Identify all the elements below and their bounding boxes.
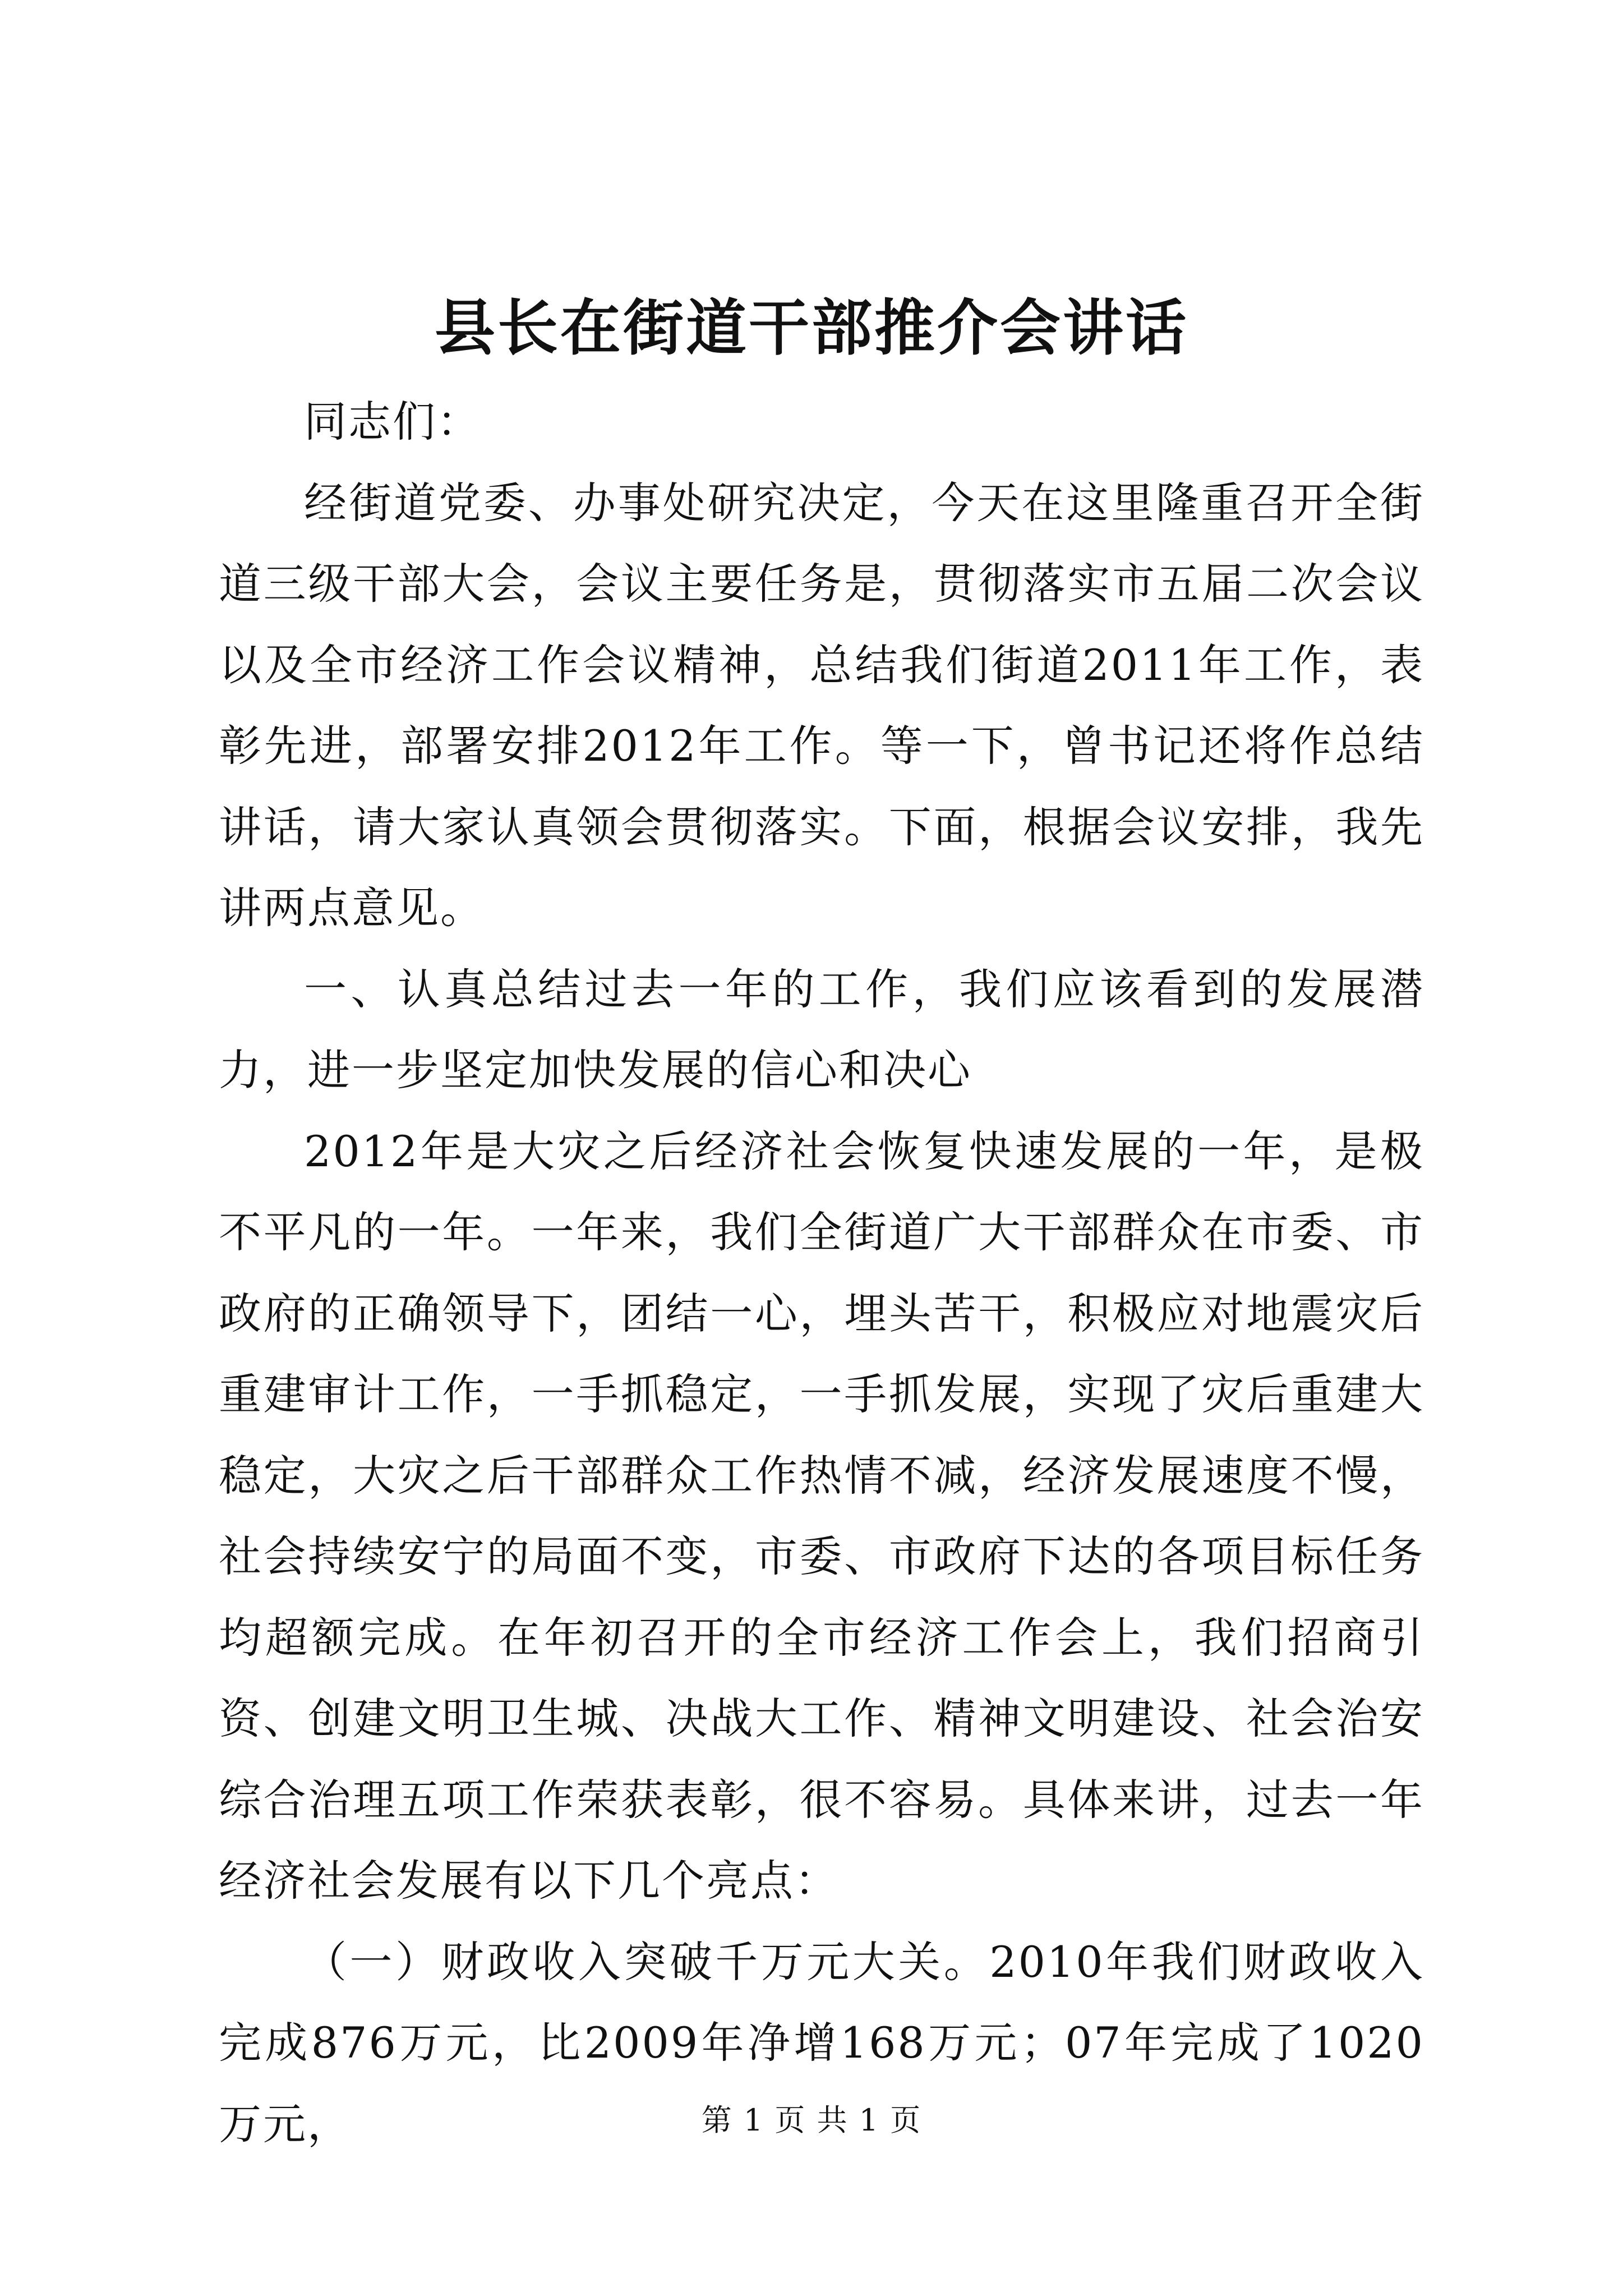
- review-paragraph: 2012年是大灾之后经济社会恢复快速发展的一年，是极不平凡的一年。一年来，我们全街道广大干部群众在市委、市政府的正确领导下，团结一心，埋头苦干，积极应对地震灾后重建审计工作，一手抓稳定，一手抓发展，实现了灾后重建大稳定，大灾之后干部群众工作热情不减，经济发展速度不慢，社会持续安宁的局面不变，市委、市政府下达的各项目标任务均超额完成。在年初召开的全市经济工作会上，我们招商引资、创建文明卫生城、决战大工作、精神文明建设、社会治安综合治理五项工作荣获表彰，很不容易。具体来讲，过去一年经济社会发展有以下几个亮点：: [219, 1126, 1424, 1906]
- section-heading-paragraph: 一、认真总结过去一年的工作，我们应该看到的发展潜力，进一步坚定加快发展的信心和决心: [219, 964, 1424, 1095]
- intro-paragraph: 经街道党委、办事处研究决定，今天在这里隆重召开全街道三级干部大会，会议主要任务是，贯彻落实市五届二次会议以及全市经济工作会议精神，总结我们街道2011年工作，表彰先进，部署安排2012年工作。等一下，曾书记还将作总结讲话，请大家认真领会贯彻落实。下面，根据会议安排，我先讲两点意见。: [219, 477, 1424, 933]
- document-body: [219, 381, 1424, 2165]
- page-footer: 第 1 页 共 1 页: [701, 2102, 922, 2138]
- finance-paragraph: （一）财政收入突破千万元大关。2010年我们财政收入完成876万元，比2009年净增168万元；07年完成了1020万元，: [219, 1936, 1424, 2149]
- salutation-paragraph: 同志们：: [304, 397, 481, 447]
- document-title: 县长在街道干部推介会讲话: [434, 293, 1188, 364]
